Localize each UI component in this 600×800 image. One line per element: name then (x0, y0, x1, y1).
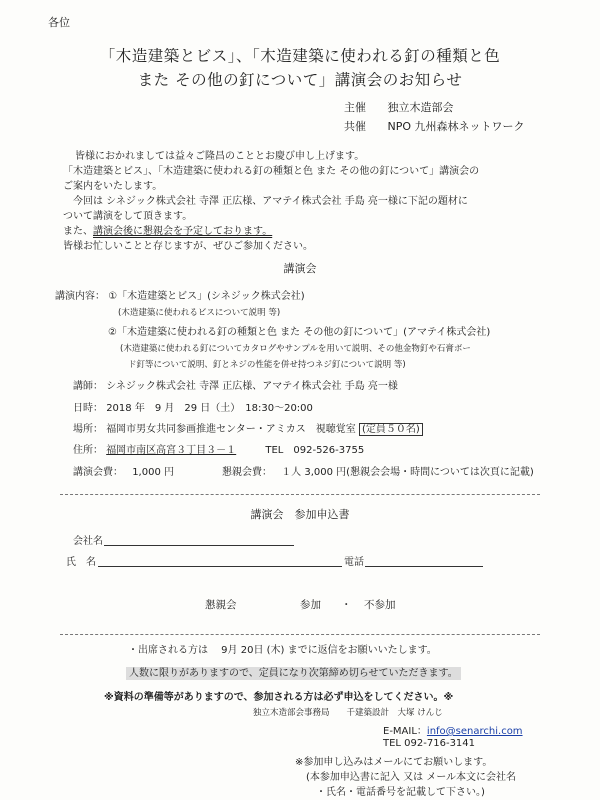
office-phone: TEL 092-716-3141 (383, 738, 476, 749)
venue-phone: TEL 092-526-3755 (265, 445, 365, 456)
note-line: (本参加申込書に記入 又は メール本文に会社名 (306, 772, 517, 783)
address-row (73, 441, 364, 456)
fee-row (73, 463, 174, 478)
organizer-name: 独立木造部会 (387, 101, 454, 114)
intro-line: ついて講演をして頂きます。 (63, 211, 193, 222)
organizer (344, 99, 454, 115)
co-organizer (344, 118, 525, 134)
name-label: 氏 名 (66, 557, 96, 568)
note-line: ※参加申し込みはメールにてお願いします。 (295, 757, 493, 768)
event-date: 2018 年 9 月 29 日（土） 18:30～20:00 (106, 403, 313, 414)
intro-line: ご案内をいたします。 (63, 181, 163, 192)
materials-notice: ※資料の準備等がありますので、参加される方は必ず申込をしてください。※ (104, 692, 454, 703)
limited-text: 人数に限りがありますので、定員になり次第締め切らせていただきます。 (126, 667, 461, 680)
lecture-item-1-note: (木造建築に使われるビスについて説明 等) (118, 308, 281, 318)
date-row (73, 399, 313, 414)
fee-label: 講演会費： (73, 467, 123, 478)
divider (60, 634, 540, 635)
name-field-line[interactable] (98, 566, 342, 567)
place-label: 場所： (73, 424, 103, 435)
organizer-label: 主催 (344, 101, 366, 114)
lecture-item-2-note: ド釘等について説明、釘とネジの性能を併せ持つネジ釘について説明 等) (128, 360, 406, 370)
intro-line (63, 224, 583, 239)
intro-text: また、 (63, 226, 93, 237)
co-organizer-name: NPO 九州森林ネットワーク (387, 120, 525, 133)
party-fee-label: 懇親会費： (222, 467, 272, 478)
phone-label: 電話 (344, 557, 364, 568)
capacity-notice (126, 664, 461, 679)
lecture-item-2: ②「木造建築に使われる釘の種類と色 また その他の釘について」(アマテイ株式会社) (108, 327, 491, 338)
party-fee: １人 3,000 円(懇親会会場・時間については次頁に記載) (281, 467, 534, 478)
address-label: 住所： (73, 445, 103, 456)
lecture-heading: 講演会 (283, 262, 317, 275)
intro-line: 「木造建築とビス」、「木造建築に使われる釘の種類と色 また その他の釘について」講演会の (63, 166, 480, 177)
venue: 福岡市男女共同参画推進センター・アミカス 視聴覚室 (106, 424, 356, 435)
content-line-1 (55, 287, 305, 302)
intro-line: 今回は シネジック株式会社 寺澤 正広様、アマテイ株式会社 手島 亮一様に下記の題材に (73, 196, 468, 207)
intro-line: 皆様におかれましては益々ご隆昌のこととお慶び申し上げます。 (75, 151, 365, 162)
intro-line: 皆様お忙しいことと存じますが、ぜひご参加ください。 (63, 241, 313, 252)
form-heading: 講演会 参加申込書 (250, 508, 350, 521)
recipient: 各位 (48, 16, 70, 29)
lecture-fee: 1,000 円 (132, 467, 174, 478)
lecture-item-1: ①「木造建築とビス」(シネジック株式会社) (108, 291, 305, 302)
title-line-2: また その他の釘について」講演会のお知らせ (137, 71, 463, 89)
date-label: 日時： (73, 403, 103, 414)
phone-field-line[interactable] (365, 566, 483, 567)
company-label: 会社名 (73, 536, 103, 547)
place-row (73, 420, 423, 435)
title-line-1: 「木造建築とビス」、「木造建築に使われる釘の種類と色 (99, 47, 501, 65)
party-attend-option[interactable]: 参加 (300, 599, 321, 611)
email-link[interactable]: info@senarchi.com (426, 726, 523, 737)
cut-line (60, 494, 540, 495)
intro-paragraph (63, 149, 583, 254)
party-decline-option[interactable]: 不参加 (364, 599, 396, 611)
office-name: 独立木造部会事務局 千建築設計 大塚 けんじ (253, 708, 443, 718)
email-row (383, 722, 523, 737)
party-label: 懇親会 (205, 599, 237, 611)
address: 福岡市南区高宮３丁目３－１ (106, 445, 237, 456)
company-field-line[interactable] (104, 545, 294, 546)
party-fee-row (222, 463, 534, 478)
speakers-label: 講師： (73, 381, 103, 392)
option-separator: ・ (341, 599, 352, 611)
capacity: (定員５０名) (359, 423, 423, 436)
party-notice: 講演会後に懇親会を予定しております。 (93, 226, 273, 237)
co-organizer-label: 共催 (344, 120, 366, 133)
deadline-text: ・出席される方は 9月 20日 (木) までに返信をお願いいたします。 (128, 645, 437, 656)
lecture-item-2-note: (木造建築に使われる釘についてカタログやサンプルを用いて説明、その他金物釘や石膏ボー (120, 344, 471, 354)
speakers: シネジック株式会社 寺澤 正広様、アマテイ株式会社 手島 亮一様 (106, 381, 398, 392)
email-label: E-MAIL： (383, 726, 427, 737)
speakers-row (73, 377, 398, 392)
note-line: ・氏名・電話番号を記載して下さい。) (316, 787, 485, 798)
content-label: 講演内容： (55, 291, 105, 302)
